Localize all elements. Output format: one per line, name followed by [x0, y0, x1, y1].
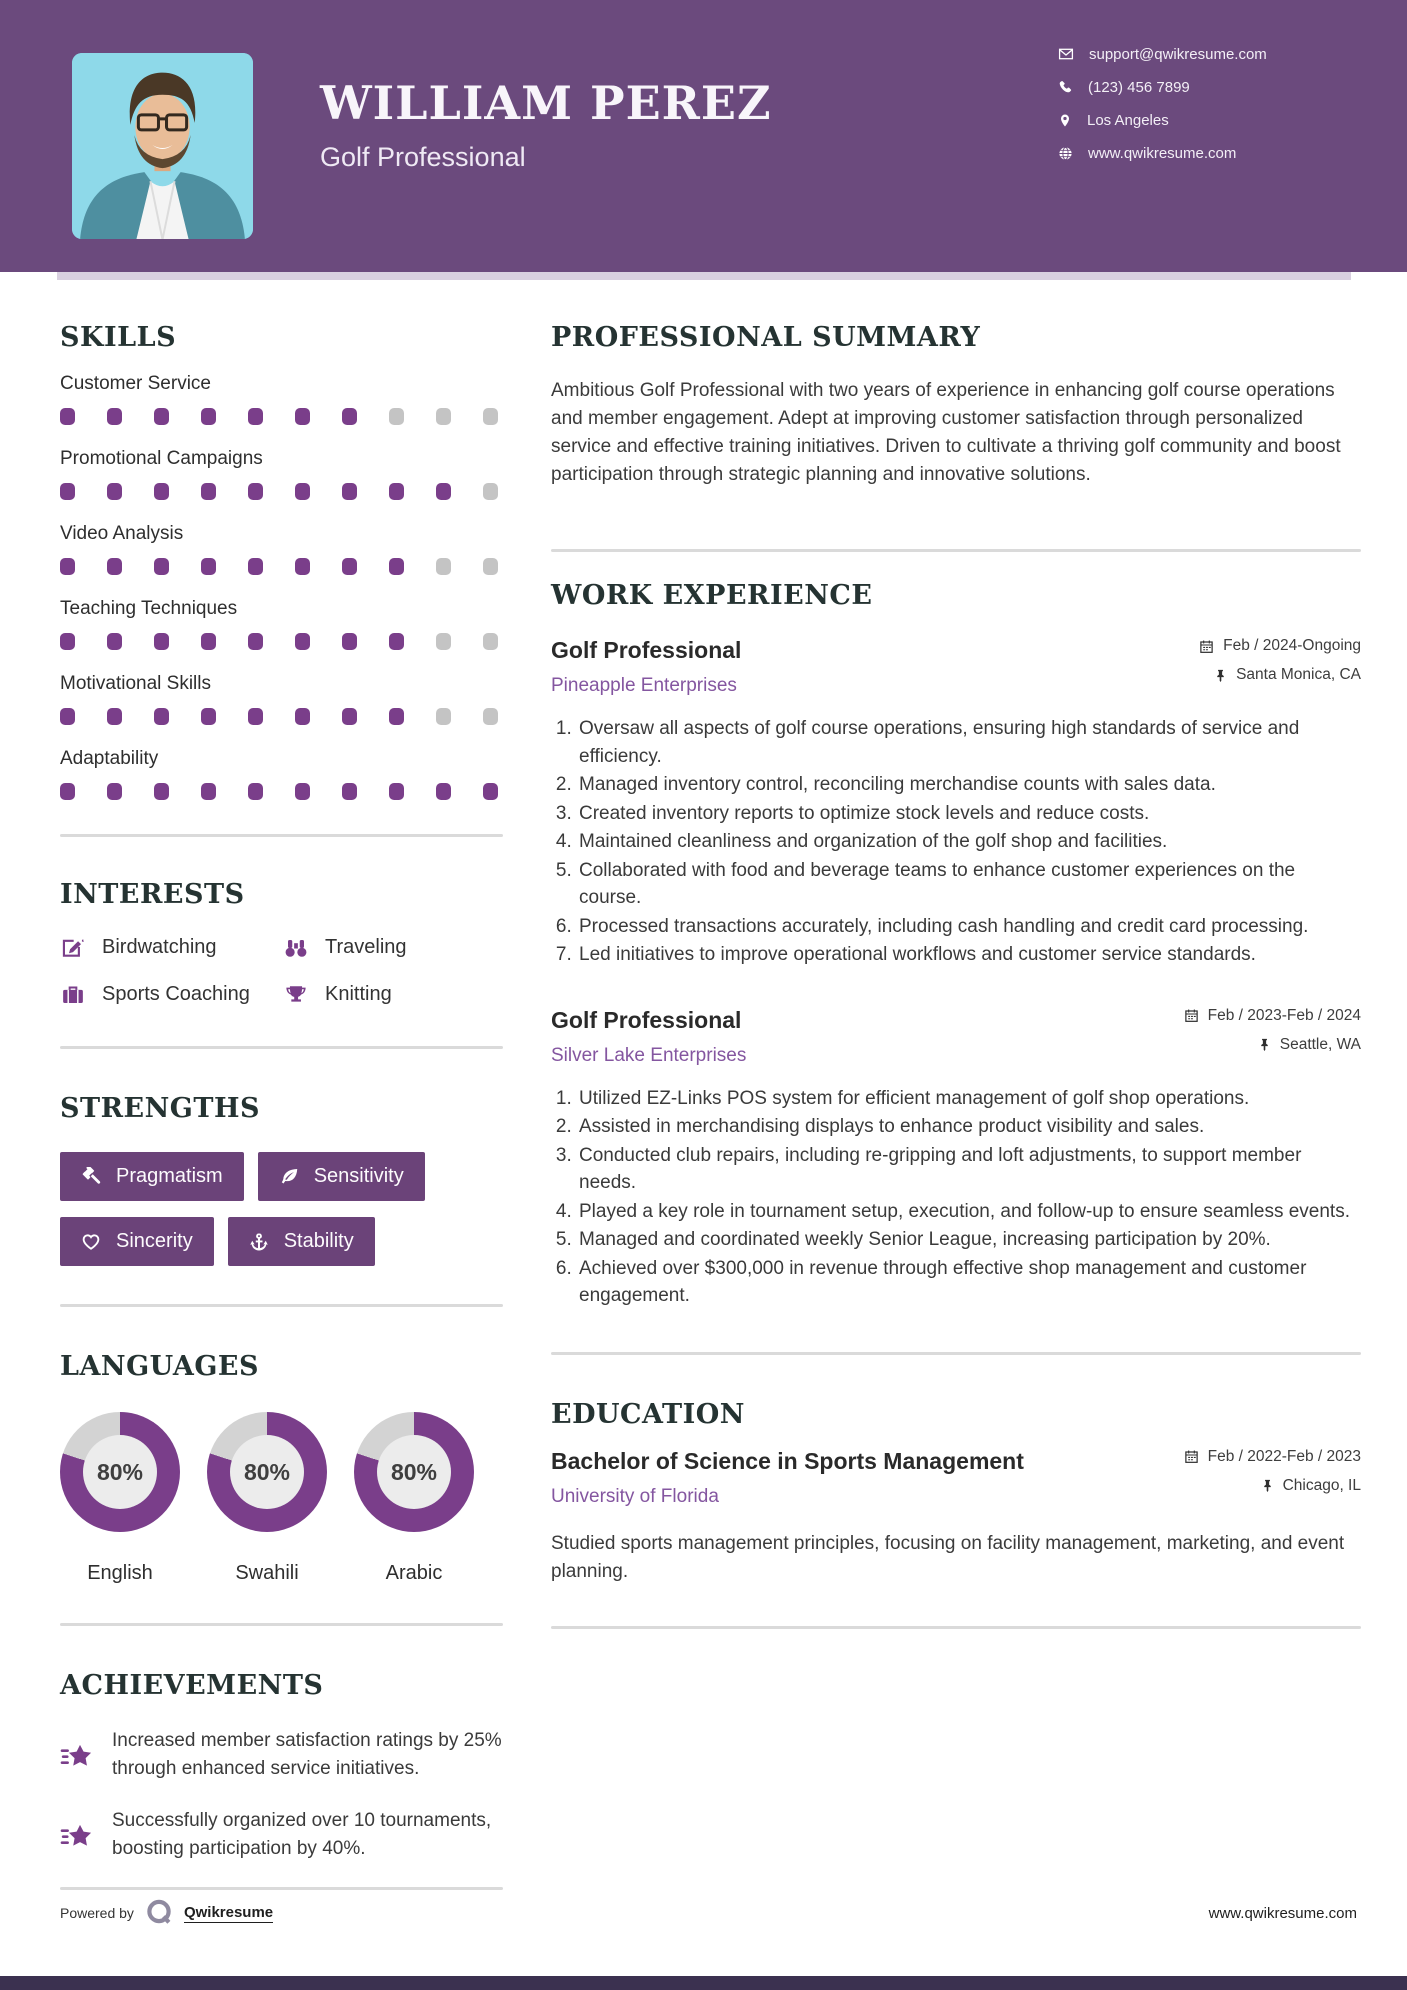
interest-label: Birdwatching	[102, 936, 217, 958]
contact-list	[1058, 44, 1267, 176]
job-bullet: 1. Oversaw all aspects of golf course operations, ensuring high standards of service and efficiency.	[577, 715, 1361, 770]
rating-dot-filled	[248, 708, 263, 725]
trophy-icon	[283, 984, 309, 1006]
job-bullet: 6. Processed transactions accurately, including cash handling and credit card processing.	[577, 913, 1361, 941]
rating-dot-filled	[295, 483, 310, 500]
rating-dot-filled	[154, 708, 169, 725]
divider	[60, 1046, 503, 1049]
rating-dot-filled	[60, 558, 75, 575]
rating-dot-empty	[483, 408, 498, 425]
achievement-item	[60, 1807, 503, 1863]
job-bullet-list	[551, 1085, 1361, 1310]
pushpin-icon	[1261, 1478, 1274, 1493]
contact-item[interactable]	[1058, 110, 1267, 130]
summary-heading: PROFESSIONAL SUMMARY	[551, 322, 981, 353]
interest-item	[283, 983, 503, 1006]
rating-dot-filled	[60, 483, 75, 500]
skills-list	[60, 373, 503, 800]
rating-dot-filled	[248, 558, 263, 575]
achievements-section	[60, 1670, 503, 1863]
rating-dot-filled	[60, 783, 75, 800]
rating-dot-filled	[389, 633, 404, 650]
gavel-icon	[81, 1167, 101, 1187]
language-name: Swahili	[235, 1562, 299, 1584]
job-entry	[551, 637, 1361, 969]
rating-dot-filled	[389, 483, 404, 500]
job-bullet: 7. Led initiatives to improve operational workflows and customer service standards.	[577, 941, 1361, 969]
language-percent: 80%	[230, 1435, 304, 1509]
leaf-icon	[279, 1167, 299, 1187]
job-bullet: 5. Managed and coordinated weekly Senior League, increasing participation by 20%.	[577, 1226, 1361, 1254]
email-icon	[1058, 46, 1074, 62]
strength-label: Pragmatism	[116, 1165, 223, 1187]
rating-dot-filled	[107, 783, 122, 800]
rating-dot-filled	[248, 633, 263, 650]
interest-label: Traveling	[325, 936, 407, 958]
languages-heading: LANGUAGES	[60, 1351, 259, 1382]
interests-section	[60, 879, 503, 1006]
languages-list	[60, 1412, 503, 1585]
rating-dot-filled	[201, 558, 216, 575]
rating-dot-filled	[107, 708, 122, 725]
education-heading: EDUCATION	[551, 1398, 745, 1430]
skills-heading: SKILLS	[60, 322, 177, 353]
strengths-list	[60, 1152, 503, 1266]
education-location: Chicago, IL	[1282, 1476, 1361, 1494]
rating-dot-filled	[60, 633, 75, 650]
interest-label: Sports Coaching	[102, 983, 250, 1005]
skills-section	[60, 322, 503, 800]
language-donut-chart	[207, 1412, 327, 1532]
job-entry	[551, 1007, 1361, 1310]
contact-text: (123) 456 7899	[1088, 78, 1190, 96]
rating-dot-empty	[436, 408, 451, 425]
rating-dot-filled	[201, 783, 216, 800]
rating-dot-filled	[107, 483, 122, 500]
achievement-text: Increased member satisfaction ratings by 25% through enhanced service initiatives.	[112, 1730, 502, 1779]
contact-item[interactable]	[1058, 143, 1267, 163]
globe-icon	[1058, 146, 1073, 161]
skill-name: Motivational Skills	[60, 673, 211, 694]
rating-dot-filled	[154, 633, 169, 650]
rating-dot-filled	[201, 633, 216, 650]
job-bullet: 6. Achieved over $300,000 in revenue through effective shop management and customer engagement.	[577, 1255, 1361, 1310]
left-column	[60, 322, 503, 1890]
strength-label: Stability	[283, 1230, 354, 1252]
rating-dot-filled	[342, 708, 357, 725]
job-bullet: 2. Managed inventory control, reconciling merchandise counts with sales data.	[577, 771, 1361, 799]
skill-item	[60, 748, 503, 800]
language-percent: 80%	[377, 1435, 451, 1509]
rating-dot-filled	[342, 633, 357, 650]
rating-dot-filled	[107, 408, 122, 425]
skill-name: Teaching Techniques	[60, 598, 238, 619]
rating-dot-filled	[107, 558, 122, 575]
education-description: Studied sports management principles, focusing on facility management, marketing, and event planning.	[551, 1532, 1345, 1582]
contact-text: www.qwikresume.com	[1088, 144, 1237, 162]
rating-dot-filled	[201, 408, 216, 425]
rating-dot-filled	[342, 408, 357, 425]
rating-dot-empty	[483, 708, 498, 725]
education-date: Feb / 2022-Feb / 2023	[1207, 1447, 1361, 1465]
skill-rating	[60, 483, 503, 500]
skill-name: Video Analysis	[60, 523, 184, 544]
rating-dot-filled	[154, 483, 169, 500]
rating-dot-filled	[436, 783, 451, 800]
rating-dot-filled	[201, 708, 216, 725]
divider	[60, 1887, 503, 1890]
rating-dot-filled	[295, 783, 310, 800]
language-item	[354, 1412, 474, 1585]
right-column	[551, 322, 1361, 1890]
job-title: Golf Professional	[551, 1006, 742, 1033]
heart-icon	[81, 1232, 101, 1252]
rating-dot-filled	[389, 783, 404, 800]
skill-item	[60, 448, 503, 500]
star-icon	[60, 1810, 94, 1863]
profile-photo	[72, 53, 253, 239]
strength-tag	[258, 1152, 425, 1201]
language-item	[60, 1412, 180, 1585]
edit-icon	[60, 937, 86, 959]
achievement-text: Successfully organized over 10 tournaments, boosting participation by 40%.	[112, 1810, 492, 1859]
location-icon	[1058, 113, 1072, 128]
pin-icon	[1258, 1037, 1271, 1052]
achievement-item	[60, 1727, 503, 1783]
rating-dot-filled	[201, 483, 216, 500]
company-name: Pineapple Enterprises	[551, 675, 737, 696]
divider	[551, 1352, 1361, 1355]
rating-dot-empty	[436, 708, 451, 725]
candidate-title: Golf Professional	[320, 142, 526, 172]
language-item	[207, 1412, 327, 1585]
skill-rating	[60, 408, 503, 425]
job-bullet: 2. Assisted in merchandising displays to enhance product visibility and sales.	[577, 1113, 1361, 1141]
job-bullet: 4. Maintained cleanliness and organization of the golf shop and facilities.	[577, 828, 1361, 856]
language-name: English	[87, 1562, 153, 1584]
footer	[60, 1898, 1357, 1928]
contact-text: support@qwikresume.com	[1089, 45, 1267, 63]
briefcase-icon	[60, 984, 86, 1006]
divider	[60, 1304, 503, 1307]
job-date: Feb / 2024-Ongoing	[1223, 637, 1361, 654]
calendar-icon	[1199, 639, 1214, 654]
rating-dot-filled	[389, 558, 404, 575]
anchor-icon	[249, 1232, 269, 1252]
rating-dot-empty	[483, 483, 498, 500]
job-location: Santa Monica, CA	[1236, 666, 1361, 683]
strength-label: Sincerity	[116, 1230, 193, 1252]
rating-dot-empty	[483, 633, 498, 650]
job-title: Golf Professional	[551, 637, 742, 663]
divider	[551, 1626, 1361, 1629]
contact-text: Los Angeles	[1087, 111, 1169, 129]
rating-dot-filled	[107, 633, 122, 650]
job-location: Seattle, WA	[1279, 1035, 1361, 1053]
rating-dot-filled	[295, 633, 310, 650]
strengths-heading: STRENGTHS	[60, 1093, 260, 1124]
person-portrait-image	[72, 53, 253, 239]
rating-dot-filled	[248, 783, 263, 800]
job-bullet: 4. Played a key role in tournament setup, execution, and follow-up to ensure seamless events.	[577, 1198, 1361, 1226]
language-percent: 80%	[83, 1435, 157, 1509]
jobs-list	[551, 637, 1361, 1310]
rating-dot-empty	[389, 408, 404, 425]
rating-dot-filled	[389, 708, 404, 725]
rating-dot-filled	[342, 483, 357, 500]
rating-dot-filled	[436, 483, 451, 500]
interests-heading: INTERESTS	[60, 879, 245, 910]
qwikresume-brand-link[interactable]: Qwikresume	[183, 1903, 274, 1921]
company-name: Silver Lake Enterprises	[551, 1044, 747, 1066]
strength-tag	[60, 1217, 214, 1266]
rating-dot-filled	[295, 708, 310, 725]
skill-rating	[60, 708, 503, 725]
interest-item	[60, 936, 283, 959]
calendar-icon	[1184, 1008, 1199, 1023]
education-section	[551, 1399, 1361, 1586]
school-name: University of Florida	[551, 1485, 719, 1507]
rating-dot-filled	[483, 783, 498, 800]
rating-dot-filled	[248, 483, 263, 500]
phone-icon	[1058, 80, 1073, 95]
skill-name: Customer Service	[60, 373, 211, 394]
rating-dot-filled	[60, 708, 75, 725]
rating-dot-filled	[342, 558, 357, 575]
strengths-section	[60, 1093, 503, 1266]
language-name: Arabic	[385, 1562, 443, 1584]
strength-tag	[60, 1152, 244, 1201]
rating-dot-filled	[154, 408, 169, 425]
job-bullet-list	[551, 715, 1361, 969]
languages-section	[60, 1351, 503, 1585]
language-donut-chart	[60, 1412, 180, 1532]
experience-heading: WORK EXPERIENCE	[551, 580, 873, 611]
rating-dot-empty	[483, 558, 498, 575]
rating-dot-filled	[154, 558, 169, 575]
contact-item[interactable]	[1058, 77, 1267, 97]
binoculars-icon	[283, 937, 309, 959]
qwikresume-logo-icon	[144, 1898, 174, 1928]
experience-section	[551, 580, 1361, 1310]
header	[0, 0, 1407, 272]
skill-item	[60, 673, 503, 725]
job-bullet: 3. Conducted club repairs, including re-gripping and loft adjustments, to support member needs.	[577, 1142, 1361, 1197]
job-bullet: 1. Utilized EZ-Links POS system for efficient management of golf shop operations.	[577, 1085, 1361, 1113]
skill-item	[60, 523, 503, 575]
powered-by-label: Powered by	[60, 1905, 134, 1921]
interests-list	[60, 936, 503, 1006]
divider	[551, 549, 1361, 552]
divider	[60, 834, 503, 837]
footer-site-link[interactable]: www.qwikresume.com	[1208, 1904, 1357, 1922]
interest-label: Knitting	[325, 983, 392, 1005]
candidate-name: WILLIAM PEREZ	[320, 76, 772, 130]
pin-icon	[1214, 668, 1227, 683]
divider	[60, 1623, 503, 1626]
rating-dot-filled	[295, 408, 310, 425]
degree-title: Bachelor of Science in Sports Management	[551, 1447, 1024, 1474]
bottom-bar	[0, 1976, 1407, 1990]
job-bullet: 5. Collaborated with food and beverage teams to enhance customer experiences on the course.	[577, 857, 1361, 912]
summary-text: Ambitious Golf Professional with two years of experience in enhancing golf course operations and member engagement. Adept at improving customer satisfaction through personalized service and effective training initiatives. Driven to cultivate a thriving golf community and boost participation through strategic planning and innovative solutions.	[551, 380, 1341, 485]
skill-item	[60, 373, 503, 425]
rating-dot-filled	[154, 783, 169, 800]
language-donut-chart	[354, 1412, 474, 1532]
skill-name: Adaptability	[60, 748, 159, 769]
skill-name: Promotional Campaigns	[60, 448, 263, 469]
skill-rating	[60, 633, 503, 650]
rating-dot-filled	[295, 558, 310, 575]
strength-tag	[228, 1217, 375, 1266]
header-shadow-strip	[57, 272, 1351, 280]
rating-dot-empty	[436, 633, 451, 650]
rating-dot-empty	[436, 558, 451, 575]
rating-dot-filled	[60, 408, 75, 425]
summary-section	[551, 322, 1361, 489]
skill-rating	[60, 558, 503, 575]
rating-dot-filled	[248, 408, 263, 425]
calendar-icon	[1184, 1449, 1199, 1464]
strength-label: Sensitivity	[313, 1165, 404, 1187]
job-date: Feb / 2023-Feb / 2024	[1207, 1006, 1361, 1024]
rating-dot-filled	[342, 783, 357, 800]
achievements-list	[60, 1727, 503, 1863]
skill-item	[60, 598, 503, 650]
skill-rating	[60, 783, 503, 800]
star-icon	[60, 1730, 94, 1783]
interest-item	[283, 936, 503, 959]
achievements-heading: ACHIEVEMENTS	[60, 1670, 324, 1701]
contact-item[interactable]	[1058, 44, 1267, 64]
interest-item	[60, 983, 283, 1006]
job-bullet: 3. Created inventory reports to optimize stock levels and reduce costs.	[577, 800, 1361, 828]
